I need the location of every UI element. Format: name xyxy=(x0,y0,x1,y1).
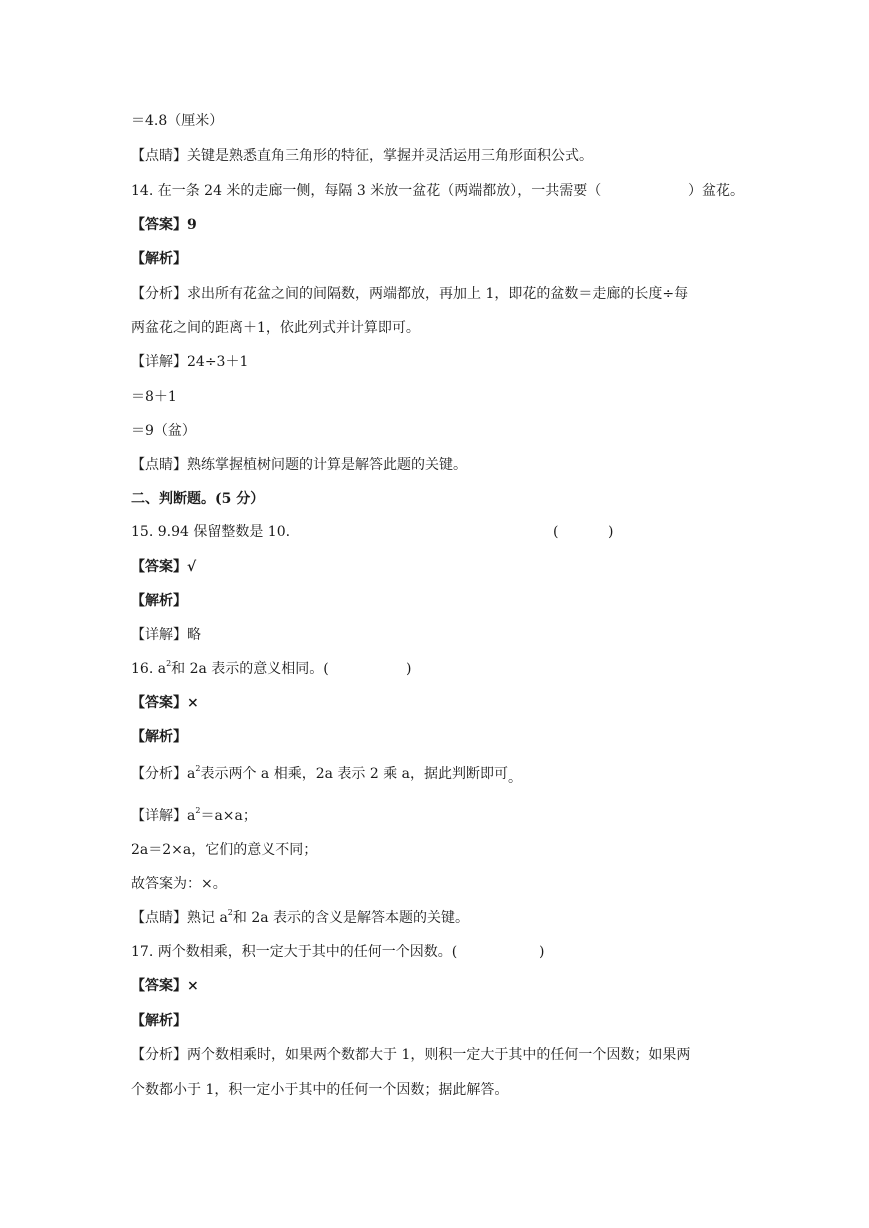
question-16-prefix: 16. a xyxy=(131,661,167,677)
question-15-close-paren: ) xyxy=(608,524,614,540)
tip-14: 【点睛】熟练掌握植树问题的计算是解答此题的关键。 xyxy=(131,457,467,473)
analysis-14-line1: 【分析】求出所有花盆之间的间隔数，两端都放，再加上 1，即花的盆数＝走廊的长度÷每 xyxy=(131,286,689,302)
detail-16-text: ＝a×a； xyxy=(200,808,257,824)
superscript-2: 2 xyxy=(195,764,201,773)
detail-15: 【详解】略 xyxy=(131,627,201,643)
question-15: 15. 9.94 保留整数是 10. xyxy=(131,524,291,540)
detail-16-line3: 故答案为：×。 xyxy=(131,876,227,892)
detail-14-line2: ＝8＋1 xyxy=(131,389,177,405)
question-14-end: ）盆花。 xyxy=(688,183,744,199)
question-17: 17. 两个数相乘，积一定大于其中的任何一个因数。( xyxy=(131,944,458,960)
analysis-heading-17: 【解析】 xyxy=(131,1013,187,1029)
analysis-16-period: 。 xyxy=(508,770,523,786)
analysis-16 xyxy=(131,764,522,788)
analysis-17-line2: 个数都小于 1，积一定小于其中的任何一个因数；据此解答。 xyxy=(131,1082,509,1098)
tip-16-text: 和 2a 表示的含义是解答本题的关键。 xyxy=(232,910,470,926)
superscript-2: 2 xyxy=(195,806,201,815)
detail-16-line2: 2a＝2×a，它们的意义不同； xyxy=(131,842,318,858)
question-16-text: 和 2a 表示的意义相同。( xyxy=(171,661,329,677)
answer-15: 【答案】√ xyxy=(131,559,197,575)
analysis-16-text: 表示两个 a 相乘，2a 表示 2 乘 a，据此判断即可 xyxy=(200,766,509,782)
analysis-17-line1: 【分析】两个数相乘时，如果两个数都大于 1，则积一定大于其中的任何一个因数；如果两 xyxy=(131,1047,691,1063)
equation-line: ＝4.8（厘米） xyxy=(131,113,224,129)
section-heading: 二、判断题。(5 分） xyxy=(131,491,265,507)
question-14: 14. 在一条 24 米的走廊一侧，每隔 3 米放一盆花（两端都放），一共需要（ xyxy=(131,183,602,199)
tip-16 xyxy=(131,908,469,928)
analysis-14-line2: 两盆花之间的距离＋1，依此列式并计算即可。 xyxy=(131,320,420,336)
detail-14-line1: 【详解】24÷3＋1 xyxy=(131,354,249,370)
superscript-2: 2 xyxy=(166,659,172,668)
question-15-open-paren: ( xyxy=(553,524,559,540)
analysis-16-prefix: 【分析】a xyxy=(131,766,196,782)
tip-line: 【点睛】关键是熟悉直角三角形的特征，掌握并灵活运用三角形面积公式。 xyxy=(131,148,593,164)
detail-16-line1 xyxy=(131,806,257,826)
answer-14: 【答案】9 xyxy=(131,217,197,233)
question-16 xyxy=(131,659,329,679)
detail-16-prefix: 【详解】a xyxy=(131,808,196,824)
analysis-heading-14: 【解析】 xyxy=(131,251,187,267)
answer-16: 【答案】× xyxy=(131,695,199,711)
analysis-heading-15: 【解析】 xyxy=(131,593,187,609)
question-17-close-paren: ) xyxy=(539,944,545,960)
answer-17: 【答案】× xyxy=(131,978,199,994)
analysis-heading-16: 【解析】 xyxy=(131,729,187,745)
question-16-close-paren: ) xyxy=(406,661,412,677)
tip-16-prefix: 【点睛】熟记 a xyxy=(131,910,228,926)
detail-14-line3: ＝9（盆） xyxy=(131,423,196,439)
superscript-2: 2 xyxy=(227,908,233,917)
